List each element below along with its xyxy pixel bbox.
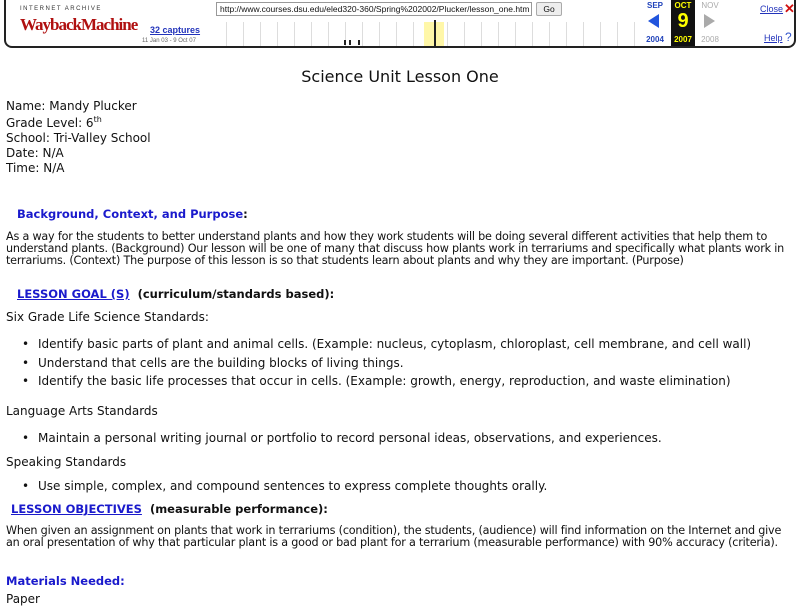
materials-item: Paper <box>6 592 40 606</box>
close-link[interactable]: Close <box>760 4 784 14</box>
background-paragraph: As a way for the students to better understand plants and how they work students will be doing several different activities that help them to understand plants. (Background) Our lesson will be one of many that discuss how plants work in terrariums and specifically what plants work in terrariums. (Context) The purpose of this lesson is so that students learn about plants and why they are important. (Purpose) <box>6 230 785 267</box>
list-item-text: Use simple, complex, and compound sentences to express complete thoughts orally. <box>38 479 548 493</box>
list-item-text: Understand that cells are the building blocks of living things. <box>38 356 404 370</box>
objectives-heading <box>11 502 328 516</box>
timeline-capture-bar <box>349 40 351 45</box>
current-year: 2007 <box>674 35 692 44</box>
time: Time: N/A <box>6 161 65 175</box>
page-title: Science Unit Lesson One <box>301 67 499 86</box>
list-item-text: Identify the basic life processes that occur in cells. (Example: growth, energy, reproduction, and waste elimination) <box>38 374 731 388</box>
prev-year[interactable]: 2004 <box>646 35 664 44</box>
language-arts-label: Language Arts Standards <box>6 404 158 418</box>
speaking-label: Speaking Standards <box>6 455 127 469</box>
list-item <box>22 356 404 370</box>
teacher-name: Name: Mandy Plucker <box>6 99 137 113</box>
objectives-title: LESSON OBJECTIVES <box>11 502 142 516</box>
go-button[interactable]: Go <box>536 2 562 16</box>
background-heading-text: Background, Context, and Purpose <box>17 207 244 221</box>
capture-range: 11 Jan 03 - 9 Oct 07 <box>142 38 196 44</box>
lesson-goal-heading <box>17 287 334 301</box>
captures-link[interactable]: 32 captures <box>150 25 201 35</box>
prev-month[interactable]: SEP <box>646 1 663 10</box>
internet-archive-label: INTERNET ARCHIVE <box>20 6 102 12</box>
list-item-text: Identify basic parts of plant and animal cells. (Example: nucleus, cytoplasm, chloroplast, cell membrane, and cell wall) <box>38 337 752 351</box>
objectives-sub: (measurable performance): <box>149 502 328 516</box>
background-heading <box>17 207 248 221</box>
lesson-goal-title: LESSON GOAL (S) <box>17 287 130 301</box>
timeline-capture-bar <box>434 20 436 46</box>
timeline-capture-bar <box>344 40 346 45</box>
objectives-paragraph: When given an assignment on plants that work in terrariums (condition), the students, (audience) will find information on the Internet and give an oral presentation of why that particular plant is a good or bad plant for a terrarium (measurable performance) with 90% accuracy (criteria). <box>6 524 782 549</box>
school: School: Tri-Valley School <box>6 131 151 145</box>
wayback-logo[interactable]: WaybackMachine <box>20 15 138 34</box>
date: Date: N/A <box>6 146 64 160</box>
url-input[interactable]: http://www.courses.dsu.edu/eled320-360/Spring%202002/Plucker/lesson_one.htm <box>216 2 532 16</box>
list-item <box>22 431 662 445</box>
next-year: 2008 <box>701 35 719 44</box>
grade-level <box>6 115 102 130</box>
help-link[interactable]: Help <box>764 33 783 43</box>
science-standards-label: Six Grade Life Science Standards: <box>6 310 209 324</box>
lesson-goal-sub: (curriculum/standards based): <box>137 287 335 301</box>
grade-sup: th <box>93 115 102 124</box>
next-arrow-icon <box>704 14 715 28</box>
materials-heading: Materials Needed: <box>6 574 125 588</box>
grade-text: Grade Level: 6 <box>6 116 94 130</box>
current-day: 9 <box>677 10 689 32</box>
list-item-text: Maintain a personal writing journal or portfolio to record personal ideas, observations, and experiences. <box>38 431 662 445</box>
wayback-toolbar <box>4 0 796 48</box>
close-icon[interactable]: ✕ <box>784 1 795 16</box>
current-date <box>671 0 695 46</box>
list-item <box>22 337 751 351</box>
prev-arrow-icon[interactable] <box>648 14 659 28</box>
next-month: NOV <box>701 1 719 10</box>
list-item <box>22 374 731 388</box>
timeline-capture-bar <box>358 40 360 45</box>
colon: : <box>243 207 248 221</box>
help-icon[interactable]: ? <box>785 30 792 44</box>
current-month: OCT <box>674 1 692 10</box>
list-item <box>22 479 547 493</box>
